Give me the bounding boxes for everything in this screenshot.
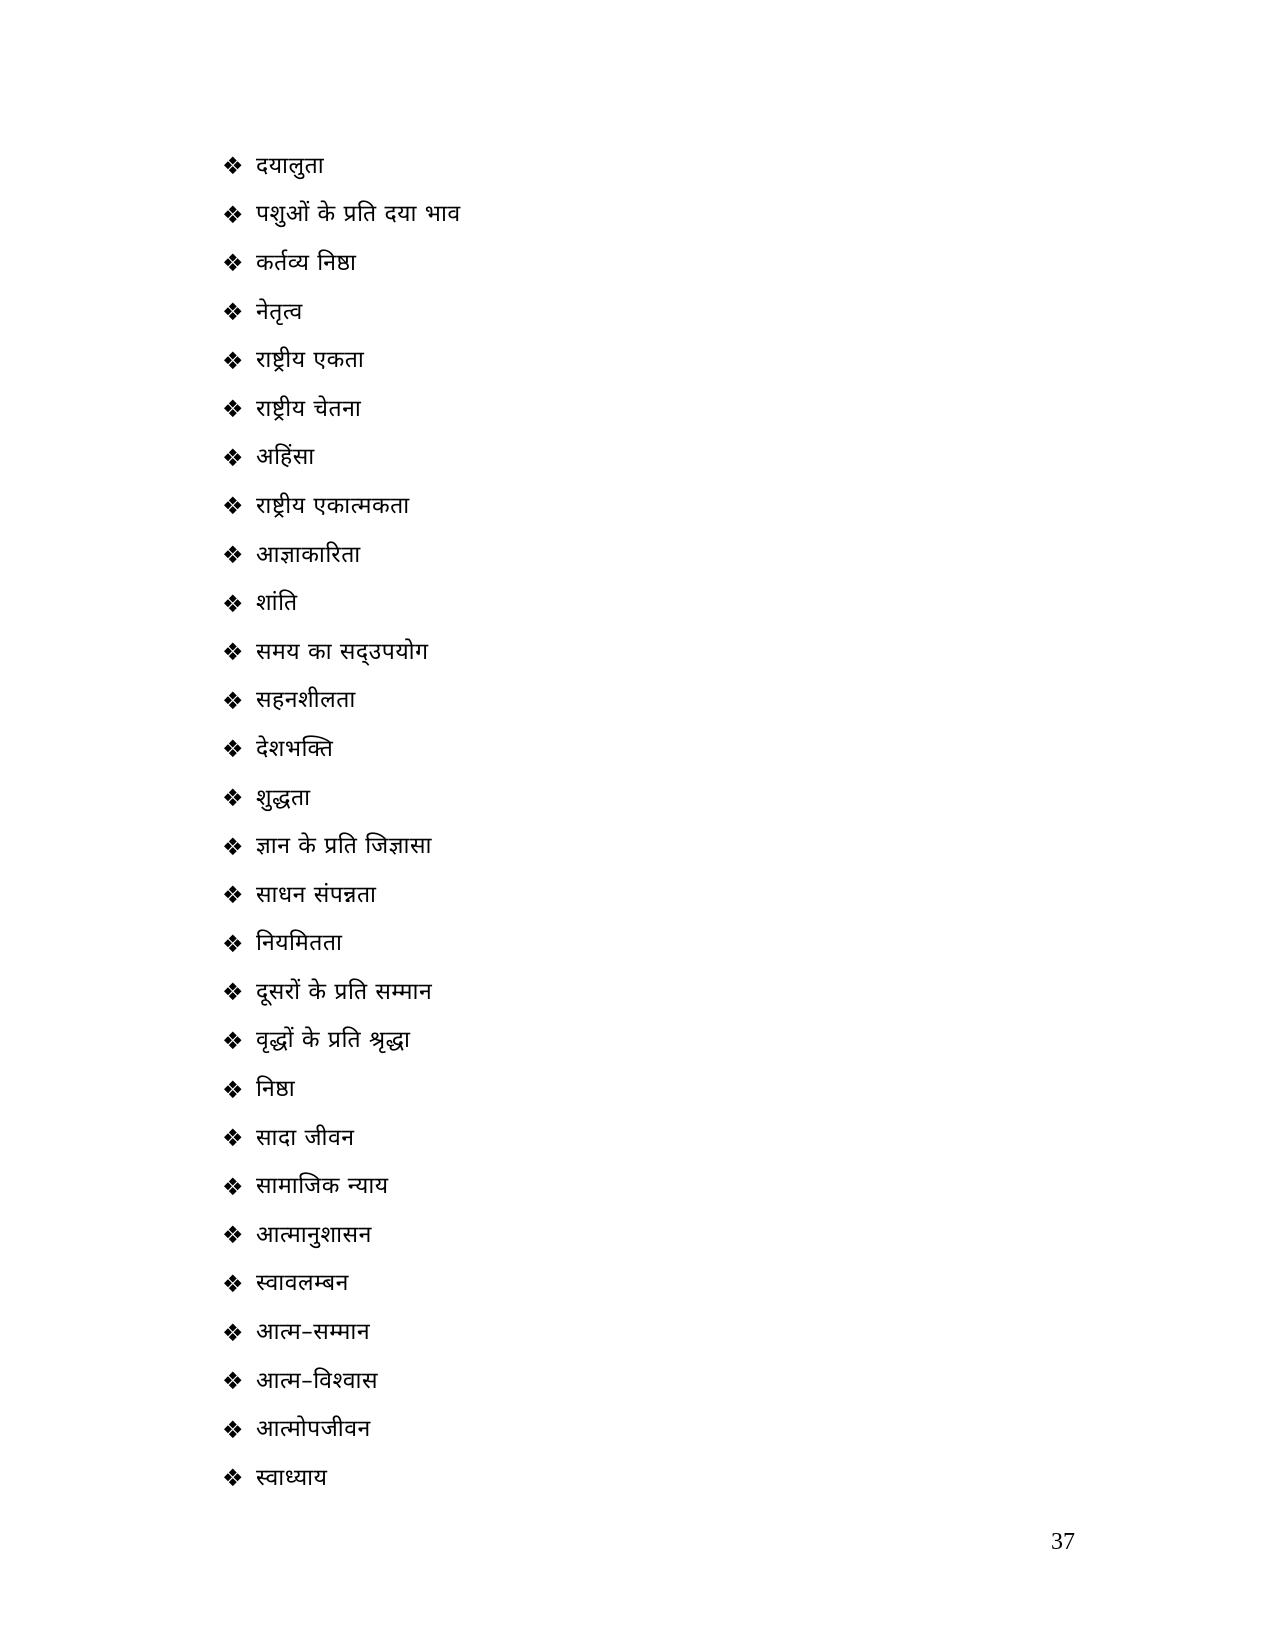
list-item-text: आज्ञाकारिता (256, 541, 361, 568)
diamond-bullet-icon: ❖ (222, 492, 244, 521)
diamond-bullet-icon: ❖ (222, 1172, 244, 1201)
list-item-text: दयालुता (256, 152, 325, 179)
list-item-text: निष्ठा (256, 1076, 296, 1103)
list-item (222, 1162, 461, 1211)
diamond-bullet-icon: ❖ (222, 249, 244, 278)
list-item (222, 385, 461, 434)
diamond-bullet-icon: ❖ (222, 1367, 244, 1396)
list-item-text: स्वावलम्बन (256, 1270, 349, 1297)
list-item (222, 239, 461, 288)
diamond-bullet-icon: ❖ (222, 929, 244, 958)
list-item (222, 1065, 461, 1114)
diamond-bullet-icon: ❖ (222, 1124, 244, 1153)
list-item-text: देशभक्ति (256, 735, 334, 762)
list-item (222, 677, 461, 726)
list-item-text: दूसरों के प्रति सम्मान (256, 978, 433, 1005)
page-number: 37 (1051, 1529, 1075, 1555)
list-item (222, 968, 461, 1017)
list-item (222, 1017, 461, 1066)
diamond-bullet-icon: ❖ (222, 978, 244, 1007)
list-item-text: कर्तव्य निष्ठा (256, 249, 357, 276)
diamond-bullet-icon: ❖ (222, 1221, 244, 1250)
list-item (222, 531, 461, 580)
diamond-bullet-icon: ❖ (222, 1075, 244, 1104)
list-item-text: शांति (256, 590, 298, 617)
list-item (222, 434, 461, 483)
list-item-text: राष्ट्रीय चेतना (256, 395, 362, 422)
diamond-bullet-icon: ❖ (222, 1269, 244, 1298)
diamond-bullet-icon: ❖ (222, 1026, 244, 1055)
list-item-text: आत्मानुशासन (256, 1221, 372, 1248)
list-item-text: सहनशीलता (256, 687, 356, 714)
list-item-text: साधन संपन्नता (256, 881, 377, 908)
diamond-bullet-icon: ❖ (222, 735, 244, 764)
list-item (222, 1357, 461, 1406)
list-item (222, 822, 461, 871)
list-item (222, 725, 461, 774)
list-item-text: पशुओं के प्रति दया भाव (256, 201, 461, 228)
diamond-bullet-icon: ❖ (222, 881, 244, 910)
list-item (222, 628, 461, 677)
diamond-bullet-icon: ❖ (222, 395, 244, 424)
list-item (222, 191, 461, 240)
list-item-text: स्वाध्याय (256, 1464, 328, 1491)
list-item (222, 1114, 461, 1163)
list-item-text: सादा जीवन (256, 1124, 355, 1151)
list-item-text: समय का सद्‌उपयोग (256, 638, 429, 665)
diamond-bullet-icon: ❖ (222, 152, 244, 181)
list-item (222, 1454, 461, 1503)
list-item-text: शुद्धता (256, 784, 311, 811)
diamond-bullet-icon: ❖ (222, 443, 244, 472)
list-item (222, 920, 461, 969)
list-item (222, 142, 461, 191)
list-item-text: आत्मोपजीवन (256, 1416, 371, 1443)
list-item (222, 1211, 461, 1260)
list-item (222, 774, 461, 823)
diamond-bullet-icon: ❖ (222, 832, 244, 861)
list-item (222, 579, 461, 628)
list-item-text: आत्म–सम्मान (256, 1319, 371, 1346)
diamond-bullet-icon: ❖ (222, 638, 244, 667)
diamond-bullet-icon: ❖ (222, 346, 244, 375)
list-item-text: नियमितता (256, 930, 343, 957)
diamond-bullet-icon: ❖ (222, 200, 244, 229)
diamond-bullet-icon: ❖ (222, 541, 244, 570)
list-item-text: ज्ञान के प्रति जिज्ञासा (256, 833, 432, 860)
list-item-text: अहिंसा (256, 444, 315, 471)
list-item (222, 288, 461, 337)
diamond-bullet-icon: ❖ (222, 784, 244, 813)
list-item (222, 1405, 461, 1454)
list-item (222, 336, 461, 385)
list-item (222, 482, 461, 531)
list-item-text: राष्ट्रीय एकात्मकता (256, 492, 410, 519)
list-item-text: नेतृत्व (256, 298, 303, 325)
list-item-text: आत्म–विश्वास (256, 1367, 379, 1394)
list-item-text: वृद्धों के प्रति श्रृद्धा (256, 1027, 411, 1054)
diamond-bullet-icon: ❖ (222, 298, 244, 327)
diamond-bullet-icon: ❖ (222, 589, 244, 618)
list-item-text: राष्ट्रीय एकता (256, 347, 365, 374)
list-item (222, 1308, 461, 1357)
values-list (222, 142, 461, 1503)
diamond-bullet-icon: ❖ (222, 1415, 244, 1444)
diamond-bullet-icon: ❖ (222, 1318, 244, 1347)
list-item (222, 1260, 461, 1309)
diamond-bullet-icon: ❖ (222, 686, 244, 715)
list-item (222, 871, 461, 920)
diamond-bullet-icon: ❖ (222, 1464, 244, 1493)
list-item-text: सामाजिक न्याय (256, 1173, 389, 1200)
